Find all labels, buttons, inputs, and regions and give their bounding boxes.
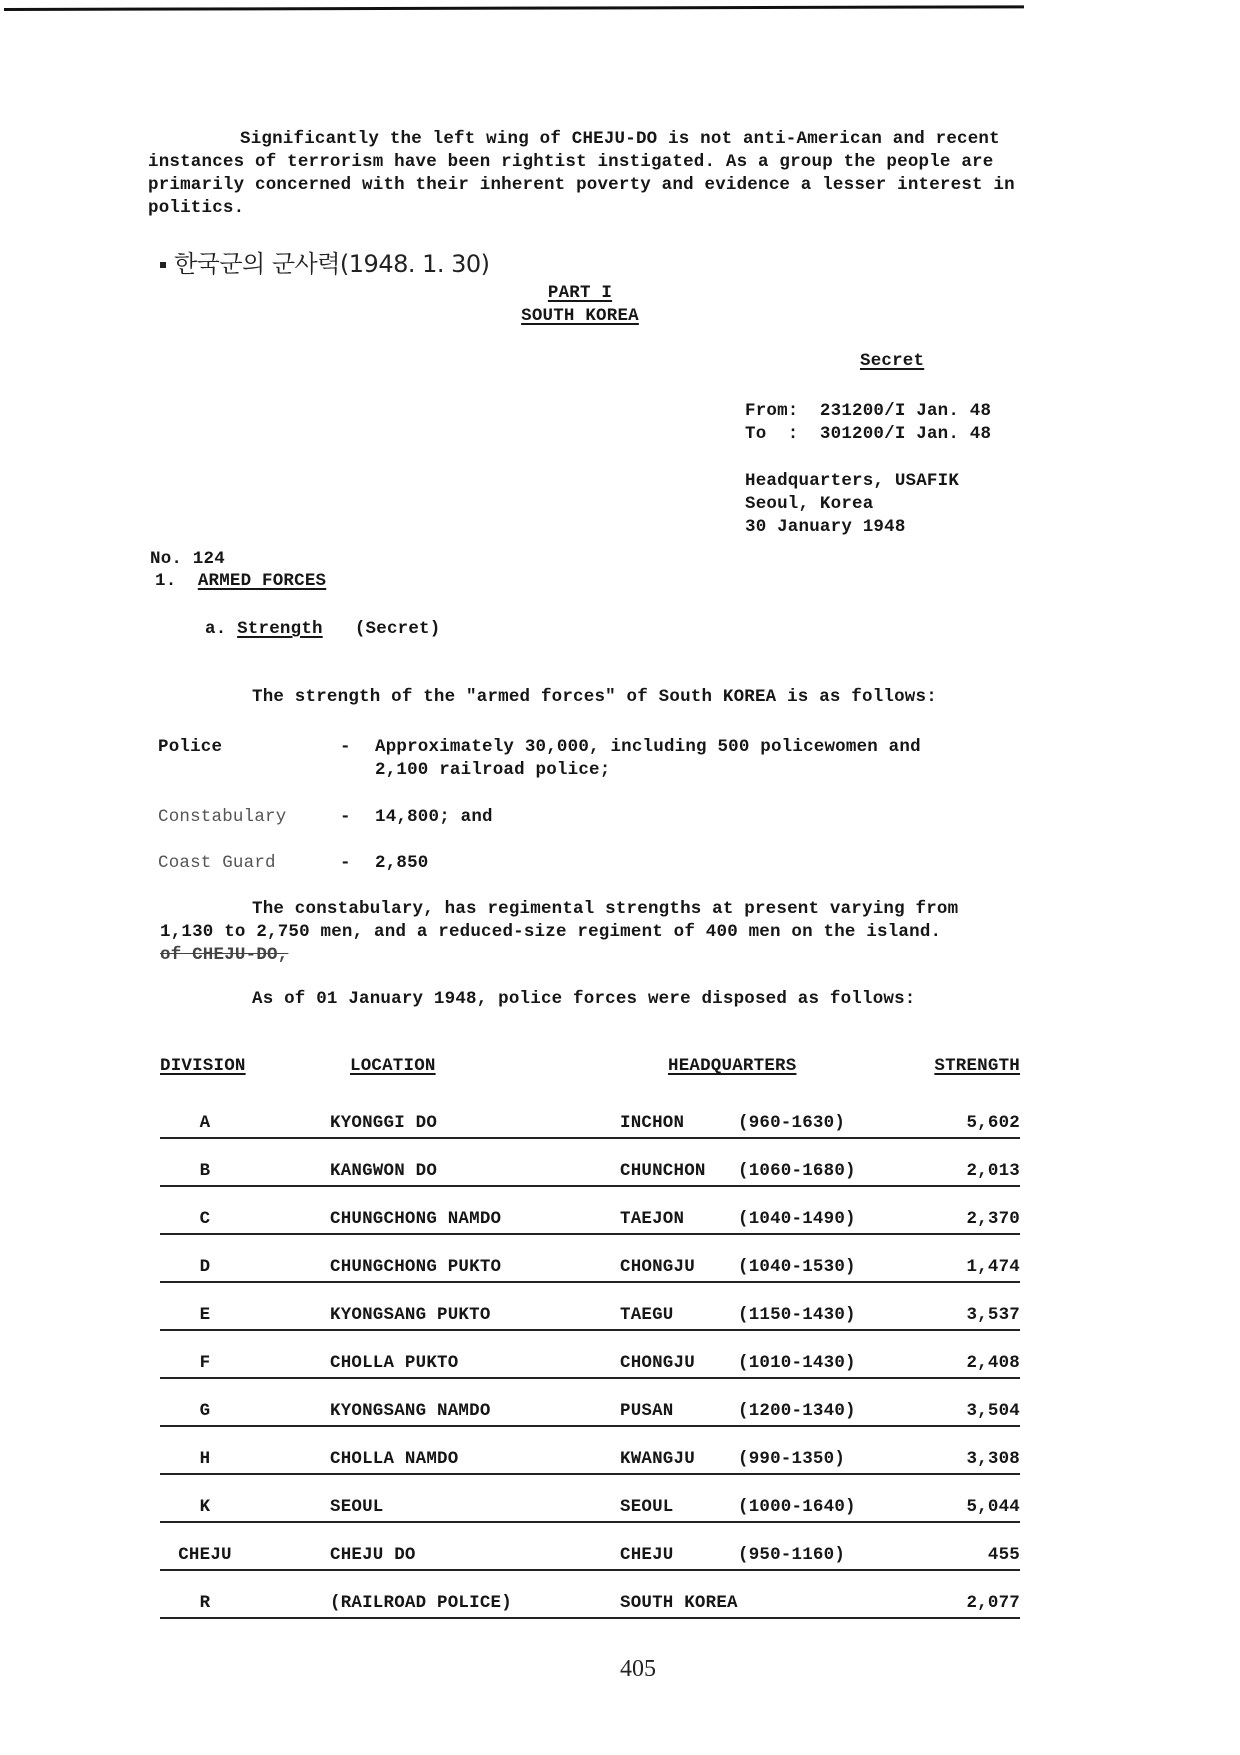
cell-hq: CHONGJU: [620, 1353, 695, 1373]
force-value-police-cont: 2,100 railroad police;: [375, 760, 611, 780]
subsection-heading: [205, 618, 440, 641]
cell-division: E: [199, 1305, 211, 1325]
cell-division: C: [199, 1209, 211, 1229]
subsection-letter: a.: [205, 619, 227, 639]
origin-place: Seoul, Korea: [745, 494, 874, 514]
cell-location: CHUNGCHONG PUKTO: [330, 1257, 502, 1277]
subsection-title: Strength: [237, 619, 323, 639]
force-value-police: Approximately 30,000, including 500 policewomen and: [375, 737, 921, 757]
cell-range: (950-1160): [738, 1545, 846, 1565]
cell-hq: INCHON: [620, 1113, 685, 1133]
cell-strength: 2,013: [966, 1161, 1020, 1181]
table-row: [160, 1187, 1020, 1235]
cell-range: (1040-1530): [738, 1257, 856, 1277]
cell-range: (1000-1640): [738, 1497, 856, 1517]
constabulary-para-line1: The constabulary, has regimental strengths at present varying from: [252, 899, 959, 919]
cell-division: D: [199, 1257, 211, 1277]
dtg-from-label: From:: [745, 401, 799, 421]
classification-marking: Secret: [860, 351, 925, 371]
cell-strength: 3,504: [966, 1401, 1020, 1421]
origin-hq: Headquarters, USAFIK: [745, 471, 960, 491]
scan-top-rule: [4, 5, 1024, 11]
cell-division: CHEJU: [178, 1545, 232, 1565]
part-title-text: PART I: [547, 283, 613, 303]
report-number: No. 124: [150, 549, 225, 569]
table-row: [160, 1571, 1020, 1619]
part-subtitle-text: SOUTH KOREA: [521, 306, 639, 326]
cell-division: G: [199, 1401, 211, 1421]
cell-location: CHUNGCHONG NAMDO: [330, 1209, 502, 1229]
korean-caption-text: 한국군의 군사력(1948. 1. 30): [174, 250, 490, 278]
part-title: [440, 282, 720, 305]
constabulary-para-line3-struck: of CHEJU-DO,: [160, 945, 289, 965]
subsection-classification: (Secret): [354, 619, 441, 639]
table-row: [160, 1427, 1020, 1475]
header-headquarters: HEADQUARTERS: [668, 1056, 797, 1076]
cell-strength: 3,537: [966, 1305, 1020, 1325]
table-row: [160, 1091, 1020, 1139]
cell-strength: 455: [987, 1545, 1020, 1565]
intro-paragraph: [148, 128, 1038, 220]
cell-division: A: [199, 1113, 211, 1133]
header-location: LOCATION: [350, 1056, 436, 1076]
dtg-to: [745, 423, 991, 446]
force-label-police: Police: [158, 737, 223, 757]
bullet-icon: [160, 262, 166, 268]
dtg-from: [745, 400, 991, 423]
cell-location: KYONGSANG PUKTO: [330, 1305, 491, 1325]
page-number: 405: [620, 1656, 656, 1682]
force-dash: -: [340, 807, 351, 827]
cell-location: CHOLLA NAMDO: [330, 1449, 459, 1469]
cell-division: F: [199, 1353, 211, 1373]
korean-caption: [160, 244, 490, 279]
part-subtitle: [440, 305, 720, 328]
cell-division: R: [199, 1593, 211, 1613]
header-strength: STRENGTH: [934, 1056, 1020, 1076]
cell-hq: TAEGU: [620, 1305, 674, 1325]
cell-range: (1150-1430): [738, 1305, 856, 1325]
cell-range: (1200-1340): [738, 1401, 856, 1421]
table-row: [160, 1235, 1020, 1283]
cell-range: (960-1630): [738, 1113, 846, 1133]
force-dash: -: [340, 853, 351, 873]
header-division: DIVISION: [160, 1056, 246, 1076]
cell-division: K: [199, 1497, 211, 1517]
cell-range: (1040-1490): [738, 1209, 856, 1229]
cell-strength: 2,077: [966, 1593, 1020, 1613]
cell-division: B: [199, 1161, 211, 1181]
force-label-constabulary: Constabulary: [158, 807, 287, 827]
strength-intro: The strength of the "armed forces" of South KOREA is as follows:: [252, 687, 937, 707]
cell-division: H: [199, 1449, 211, 1469]
cell-location: SEOUL: [330, 1497, 384, 1517]
police-intro: As of 01 January 1948, police forces were disposed as follows:: [252, 989, 916, 1009]
cell-location: CHOLLA PUKTO: [330, 1353, 459, 1373]
cell-strength: 2,408: [966, 1353, 1020, 1373]
cell-range: (1060-1680): [738, 1161, 856, 1181]
table-row: [160, 1331, 1020, 1379]
section-number: 1.: [155, 571, 177, 591]
cell-range: (990-1350): [738, 1449, 846, 1469]
cell-strength: 3,308: [966, 1449, 1020, 1469]
cell-range: (1010-1430): [738, 1353, 856, 1373]
force-dash: -: [340, 737, 351, 757]
constabulary-para-line2: 1,130 to 2,750 men, and a reduced-size regiment of 400 men on the island.: [160, 922, 942, 942]
cell-hq: CHONGJU: [620, 1257, 695, 1277]
dtg-from-value: 231200/I Jan. 48: [819, 401, 992, 421]
table-row: [160, 1523, 1020, 1571]
table-row: [160, 1379, 1020, 1427]
force-value-constabulary: 14,800; and: [375, 807, 493, 827]
dtg-to-label: To :: [745, 424, 799, 444]
table-row: [160, 1475, 1020, 1523]
cell-strength: 5,044: [966, 1497, 1020, 1517]
cell-hq: CHEJU: [620, 1545, 674, 1565]
cell-hq: KWANGJU: [620, 1449, 695, 1469]
intro-text: Significantly the left wing of CHEJU-DO is not anti-American and recent instances of terrorism have been rightist instigated. As a group the people are primarily concerned with their inherent poverty and evidence a lesser interest in politics.: [148, 129, 1015, 218]
section-heading: [155, 570, 326, 593]
force-value-coast-guard: 2,850: [375, 853, 429, 873]
origin-date: 30 January 1948: [745, 517, 906, 537]
dtg-to-value: 301200/I Jan. 48: [819, 424, 992, 444]
cell-location: KANGWON DO: [330, 1161, 438, 1181]
cell-location: KYONGGI DO: [330, 1113, 438, 1133]
cell-strength: 1,474: [966, 1257, 1020, 1277]
cell-hq: SEOUL: [620, 1497, 674, 1517]
cell-hq: PUSAN: [620, 1401, 674, 1421]
table-header: [160, 1055, 1020, 1091]
police-disposition-table: [160, 1055, 1020, 1619]
cell-location: (RAILROAD POLICE): [330, 1593, 512, 1613]
cell-strength: 2,370: [966, 1209, 1020, 1229]
table-row: [160, 1283, 1020, 1331]
table-row: [160, 1139, 1020, 1187]
cell-location: CHEJU DO: [330, 1545, 416, 1565]
cell-hq: CHUNCHON: [620, 1161, 706, 1181]
cell-strength: 5,602: [966, 1113, 1020, 1133]
cell-location: KYONGSANG NAMDO: [330, 1401, 491, 1421]
force-label-coast-guard: Coast Guard: [158, 853, 276, 873]
cell-hq: SOUTH KOREA: [620, 1593, 738, 1613]
cell-hq: TAEJON: [620, 1209, 685, 1229]
section-title: ARMED FORCES: [197, 571, 327, 591]
